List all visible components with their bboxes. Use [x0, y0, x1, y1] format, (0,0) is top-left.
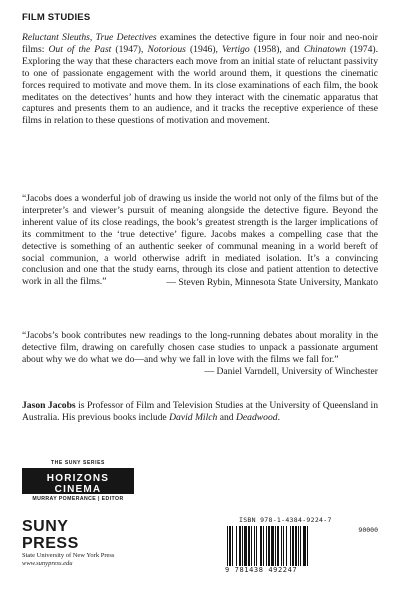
previous-book-title: David Milch: [169, 411, 218, 423]
publisher-logo: [22, 518, 162, 568]
attribution-text: — Daniel Varndell, University of Winchester: [204, 366, 378, 377]
series-banner: [22, 468, 134, 494]
author-name: Jason Jacobs: [22, 400, 76, 411]
blurb-attribution-1: [22, 277, 378, 288]
blurb-quote-1: “Jacobs does a wonderful job of drawing us inside the world not only of the films but of the interpreter’s and viewer’s pursuit of meaning alongside the detective figure. Beyond the inherent value of its close readings, the book’s greatest strength is the larger implications of its commitment to the ‘true detective’ figure. Jacobs makes a compelling case that the detective is something of an authentic seeker of communal meaning in a world bereft of social communion, a world otherwise adrift in mediated isolation. It’s a convincing conclusion and one that the study earns, through its close and patient attention to detective work in all the films.”: [22, 193, 378, 288]
attribution-text: — Steven Rybin, Minnesota State University, Mankato: [166, 277, 378, 288]
series-label: THE SUNY SERIES: [51, 460, 105, 466]
bio-text: and: [217, 411, 236, 423]
desc-text: examines the detective figure in four noir and neo-noir films:: [22, 32, 378, 55]
series-editor: MURRAY POMERANCE | EDITOR: [32, 496, 124, 502]
barcode-icon: [225, 526, 345, 566]
desc-text: (1974). Exploring the way that these characters each move from an initial state of reluctant passivity to one of passionate engagement with the world around them, it questions the cinematic forces required to motivate and move them. In its close examinations of each film, the book meditates on the detectives’ hunts and how they interact with the cinematic apparatus that captures and presents them to an audience, and it tracks the receptive experience of these films in relation to these questions of motivation and movement.: [22, 43, 378, 127]
bio-text: .: [277, 411, 280, 423]
desc-text: (1947),: [111, 43, 148, 55]
bio-text: is Professor of Film and Television Studies at the University of Queensland in Australia. His previous books include: [22, 400, 378, 423]
previous-book-title: Deadwood: [235, 411, 278, 423]
author-bio: [22, 400, 378, 424]
isbn-text: ISBN 978-1-4384-9224-7: [239, 516, 332, 524]
book-description: [22, 32, 378, 127]
series-title: HORIZONS CINEMA: [46, 473, 110, 495]
film-title: Vertigo: [222, 43, 250, 55]
book-title: Reluctant Sleuths, True Detectives: [22, 32, 157, 43]
desc-text: (1958), and: [249, 43, 304, 55]
publisher-name-line2: PRESS: [22, 535, 79, 552]
publisher-full-name: State University of New York Press: [22, 552, 115, 559]
film-title: Chinatown: [303, 43, 346, 55]
publisher-name-line1: SUNY: [22, 518, 69, 535]
film-title: Notorious: [147, 43, 186, 55]
series-logo: [22, 460, 134, 502]
website-text: www.sunypress.edu: [22, 560, 73, 567]
blurb-quote-2: “Jacobs’s book contributes new readings to the long-running debates about morality in the detective film, drawing on carefully chosen case studies to unpack a passionate argument about why we do what we do—and why we fall in love with the films we fall for.”: [22, 330, 378, 365]
barcode-digits: 9 781438 492247: [225, 566, 298, 574]
publisher-website: [22, 560, 162, 568]
film-title: Out of the Past: [48, 43, 112, 55]
desc-text: (1946),: [185, 43, 223, 55]
barcode-block: [225, 516, 380, 574]
category-label: FILM STUDIES: [22, 12, 91, 23]
price-code: 90000: [358, 526, 378, 534]
blurb-attribution-2: [22, 366, 378, 377]
